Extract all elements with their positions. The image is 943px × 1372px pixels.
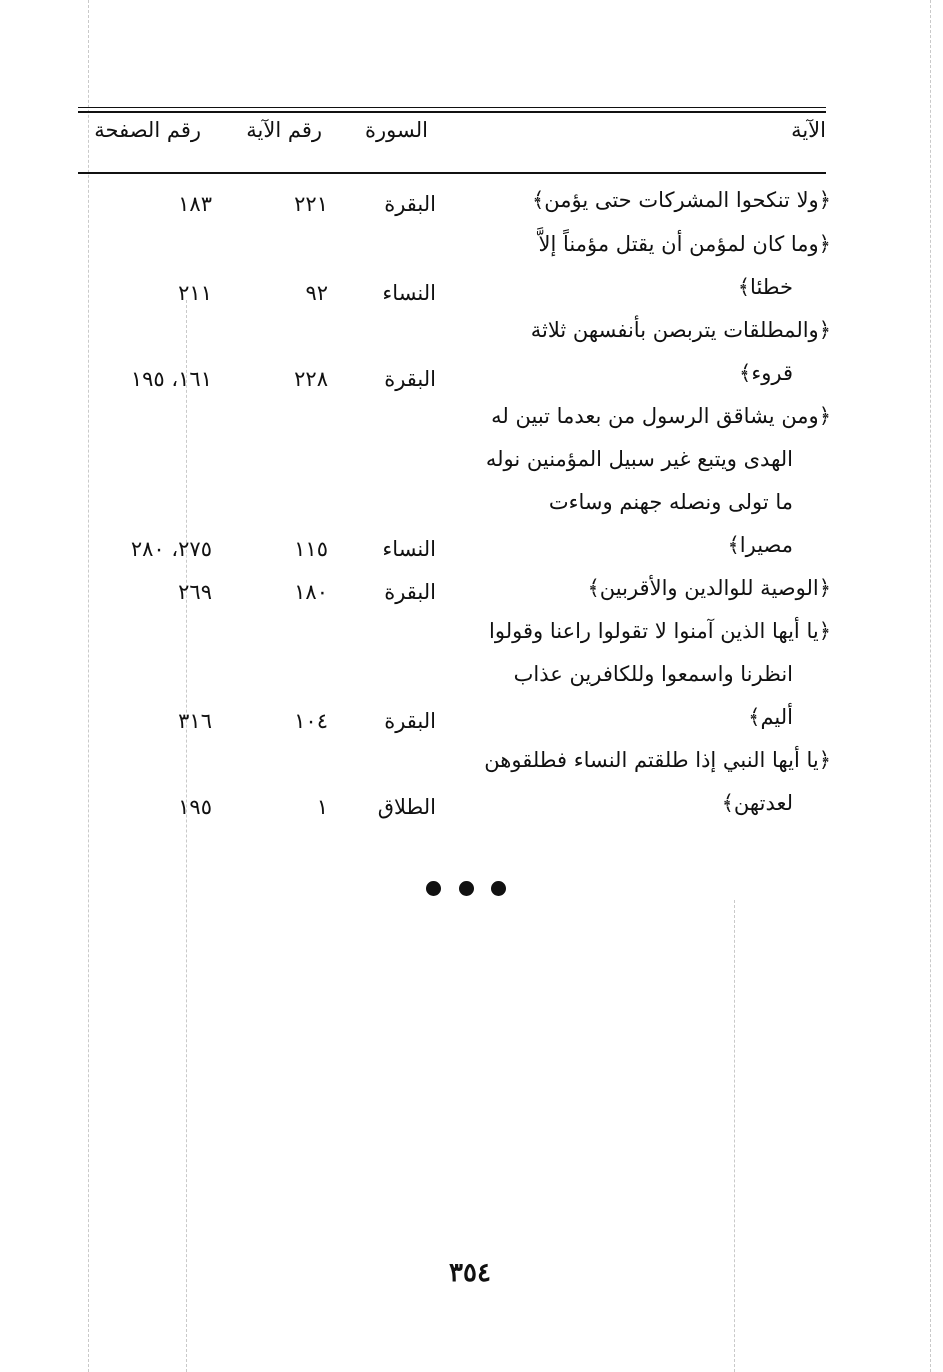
page-reference: ٢٧٥، ٢٨٠ [130, 537, 212, 561]
page-reference: ٣١٦ [178, 709, 212, 733]
surah-name: البقرة [384, 580, 436, 604]
section-end-ornament [426, 878, 506, 898]
ornament-dot [491, 881, 506, 896]
scan-guide-line [88, 0, 89, 1372]
verse-text-line: مصيرا﴾ [727, 533, 793, 557]
verse-number: ٢٢١ [294, 192, 328, 216]
surah-name: البقرة [384, 367, 436, 391]
verse-number: ٩٢ [305, 281, 328, 305]
header-verse: الآية [791, 118, 826, 142]
verse-number: ١١٥ [294, 537, 328, 561]
verse-number: ١ [316, 795, 328, 819]
page-number: ٣٥٤ [449, 1258, 491, 1288]
surah-name: البقرة [384, 709, 436, 733]
surah-name: النساء [382, 281, 436, 305]
verse-text-line: خطئا﴾ [737, 275, 793, 299]
page-reference: ١٨٣ [178, 192, 212, 216]
verse-text-line: أليم﴾ [748, 705, 793, 729]
verse-text-line: ﴿والمطلقات يتربصن بأنفسهن ثلاثة [530, 318, 831, 342]
verse-text-line: ﴿يا أيها النبي إذا طلقتم النساء فطلقوهن [484, 748, 831, 772]
surah-name: النساء [382, 537, 436, 561]
verse-text-line: الهدى ويتبع غير سبيل المؤمنين نوله [485, 447, 793, 471]
header-verse-number: رقم الآية [246, 118, 322, 142]
page-reference: ٢١١ [178, 281, 212, 305]
verse-text-line: ﴿يا أيها الذين آمنوا لا تقولوا راعنا وقولوا [489, 619, 831, 643]
page-reference: ١٩٥ [178, 795, 212, 819]
table-header-bottom-rule [78, 172, 826, 174]
table-top-rule [78, 107, 826, 108]
scan-guide-line [734, 900, 735, 1372]
ornament-dot [426, 881, 441, 896]
verse-text-line: قروء﴾ [739, 361, 793, 385]
page-reference: ٢٦٩ [178, 580, 212, 604]
verse-text-line: ﴿ولا تنكحوا المشركات حتى يؤمن﴾ [531, 188, 831, 212]
table-top-rule-thick [78, 111, 826, 113]
verse-text-line: ما تولى ونصله جهنم وساءت [548, 490, 793, 514]
verse-number: ١٨٠ [294, 580, 328, 604]
verse-text-line: ﴿وما كان لمؤمن أن يقتل مؤمناً إلاَّ [538, 232, 831, 256]
surah-name: البقرة [384, 192, 436, 216]
page-reference: ١٦١، ١٩٥ [130, 367, 212, 391]
verse-text-line: لعدتهن﴾ [721, 791, 793, 815]
header-page-number: رقم الصفحة [94, 118, 201, 142]
surah-name: الطلاق [377, 795, 436, 819]
verse-number: ٢٢٨ [294, 367, 328, 391]
verse-number: ١٠٤ [294, 709, 328, 733]
scan-guide-line [186, 300, 187, 1372]
ornament-dot [459, 881, 474, 896]
header-surah: السورة [365, 118, 428, 142]
verse-text-line: انظرنا واسمعوا وللكافرين عذاب [513, 662, 793, 686]
verse-text-line: ﴿الوصية للوالدين والأقربين﴾ [587, 576, 831, 600]
verse-text-line: ﴿ومن يشاقق الرسول من بعدما تبين له [491, 404, 831, 428]
scan-guide-line [930, 0, 931, 1372]
